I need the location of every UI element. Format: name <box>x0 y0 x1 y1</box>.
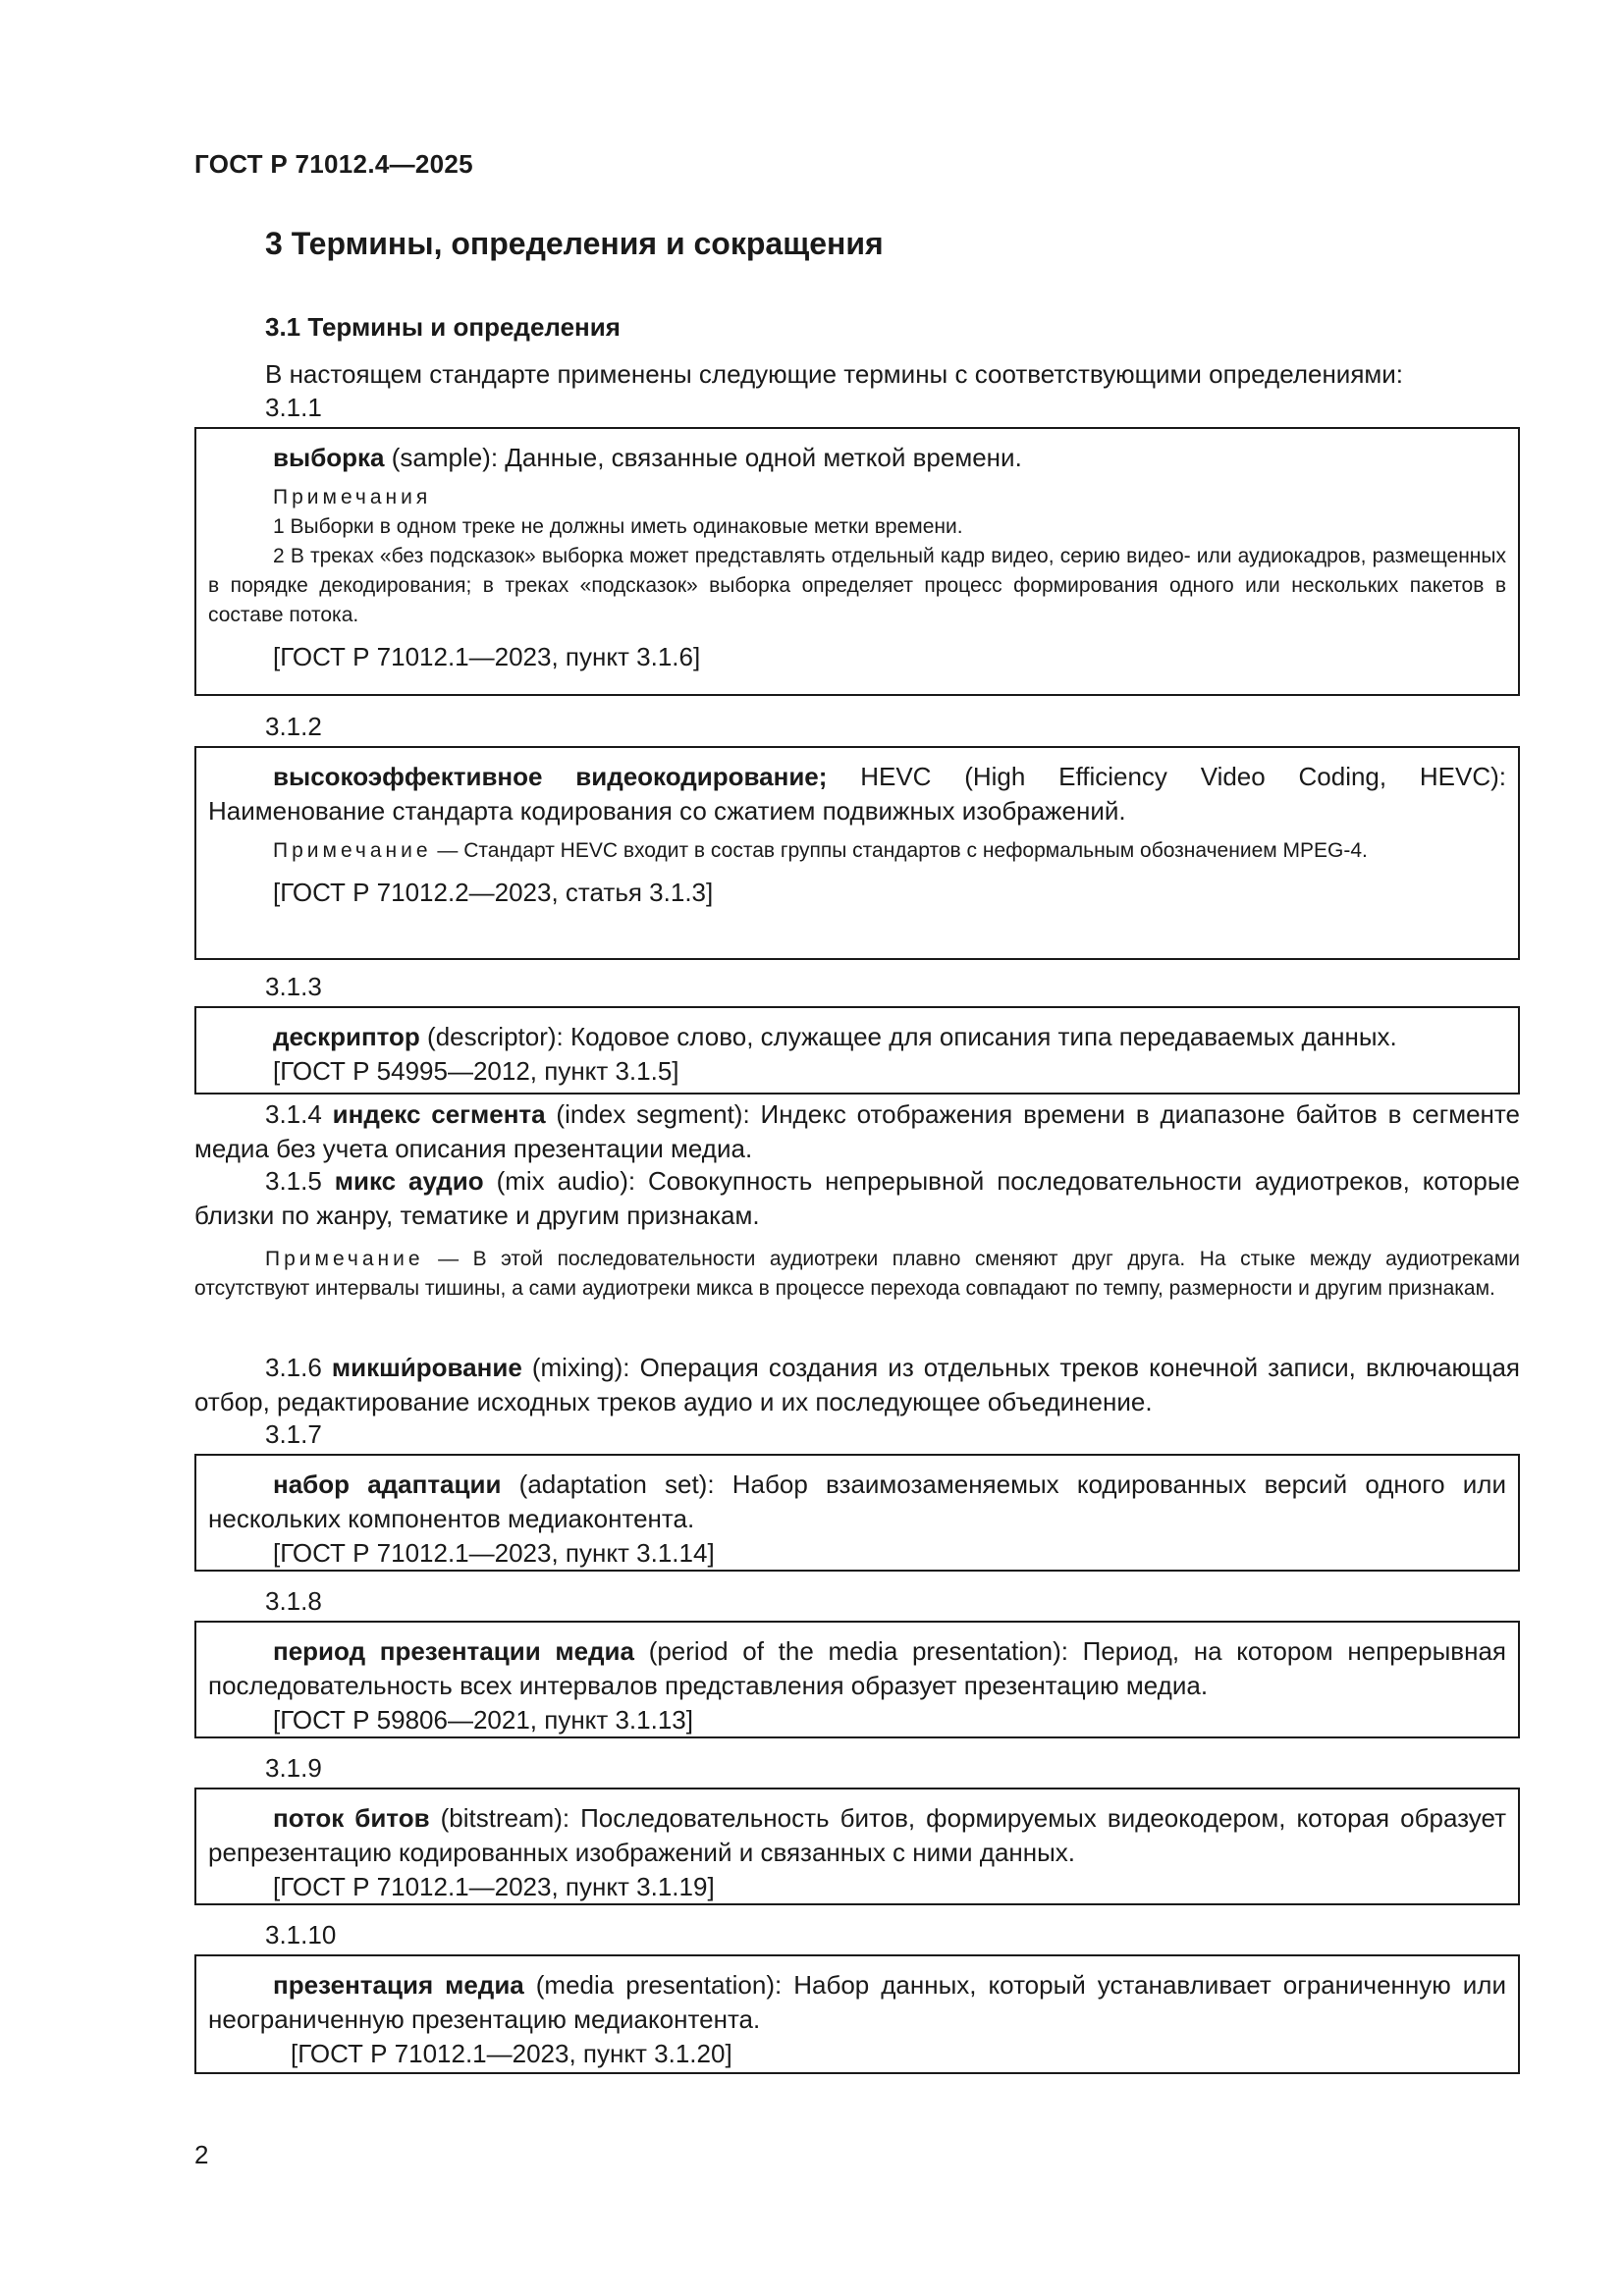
term-box-3-1-2 <box>194 746 1520 960</box>
note-label: Примечание <box>273 839 432 862</box>
term-source: [ГОСТ Р 54995—2012, пункт 3.1.5] <box>273 1056 679 1086</box>
term-definition: HEVC (High Efficiency Video Coding, HEVC): Наименование стандарта кодирования со сжатием подвижных изображений. <box>208 762 1507 826</box>
term-definition: (mixing): Операция создания из отдельных треков конечной записи, включающая отбор, редактирование исходных треков аудио и их последующее объединение. <box>194 1353 1520 1416</box>
term-name: период презентации медиа <box>273 1636 635 1666</box>
term-name: выборка <box>273 443 385 472</box>
note-label: Примечание <box>265 1248 424 1270</box>
term-number-3-1-9: 3.1.9 <box>265 1753 322 1783</box>
term-box-3-1-9 <box>194 1788 1520 1905</box>
term-entry-3-1-6 <box>194 1351 1520 1419</box>
term-name: микс аудио <box>334 1166 484 1196</box>
term-box-3-1-1 <box>194 427 1520 696</box>
term-source: [ГОСТ Р 71012.1—2023, пункт 3.1.19] <box>273 1872 715 1901</box>
term-number: 3.1.5 <box>265 1166 322 1196</box>
term-entry-3-1-5 <box>194 1164 1520 1233</box>
note-1: 1 Выборки в одном треке не должны иметь одинаковые метки времени. <box>273 515 963 538</box>
term-box-3-1-8 <box>194 1621 1520 1738</box>
notes-label: Примечания <box>273 486 432 508</box>
note-3-1-5 <box>194 1245 1520 1304</box>
term-definition: (adaptation set): Набор взаимозаменяемых кодированных версий одного или нескольких компонентов медиаконтента. <box>208 1469 1506 1533</box>
term-definition: (mix audio): Совокупность непрерывной последовательности аудиотреков, которые близки по жанру, тематике и другим признакам. <box>194 1166 1520 1230</box>
term-number-3-1-7: 3.1.7 <box>265 1419 322 1449</box>
term-name: индекс сегмента <box>332 1099 546 1129</box>
page-number: 2 <box>194 2140 209 2169</box>
term-source: [ГОСТ Р 71012.1—2023, пункт 3.1.20] <box>291 2039 732 2068</box>
term-definition: (index segment): Индекс отображения времени в диапазоне байтов в сегменте медиа без учета описания презентации медиа. <box>194 1099 1520 1163</box>
term-definition: (descriptor): Кодовое слово, служащее для описания типа передаваемых данных. <box>419 1022 1397 1051</box>
subsection-title: 3.1 Термины и определения <box>265 312 621 342</box>
term-name: микши́рование <box>331 1353 522 1382</box>
term-definition: (period of the media presentation): Период, на котором непрерывная последовательность всех интервалов представления образует презентацию медиа. <box>208 1636 1506 1700</box>
term-source: [ГОСТ Р 59806—2021, пункт 3.1.13] <box>273 1705 693 1735</box>
term-number: 3.1.6 <box>265 1353 322 1382</box>
term-definition: (media presentation): Набор данных, который устанавливает ограниченную или неограниченную презентацию медиаконтента. <box>208 1970 1506 2034</box>
term-definition: (sample): Данные, связанные одной меткой времени. <box>384 443 1022 472</box>
term-box-3-1-10 <box>194 1954 1520 2074</box>
note-text: — В этой последовательности аудиотреки плавно сменяют друг друга. На стыке между аудиотреками отсутствуют интервалы тишины, а сами аудиотреки микса в процессе перехода совпадают по темпу, размерности и другим признакам. <box>194 1248 1520 1300</box>
section-title: 3 Термины, определения и сокращения <box>265 226 884 261</box>
term-source: [ГОСТ Р 71012.2—2023, статья 3.1.3] <box>273 878 714 907</box>
term-number-3-1-8: 3.1.8 <box>265 1586 322 1616</box>
note-text: — Стандарт HEVC входит в состав группы стандартов с неформальным обозначением MPEG-4. <box>431 839 1368 862</box>
intro-text: В настоящем стандарте применены следующие термины с соответствующими определениями: <box>265 359 1404 389</box>
term-definition: (bitstream): Последовательность битов, формируемых видеокодером, которая образует репрезентацию кодированных изображений и связанных с ними данных. <box>208 1803 1507 1867</box>
note-2: 2 В треках «без подсказок» выборка может представлять отдельный кадр видео, серию видео- или аудиокадров, размещенных в порядке декодирования; в треках «подсказок» выборка определяет процесс формирования одного или нескольких пакетов в составе потока. <box>208 545 1506 626</box>
term-name: презентация медиа <box>273 1970 524 2000</box>
term-number-3-1-10: 3.1.10 <box>265 1920 337 1949</box>
term-name: поток битов <box>273 1803 430 1833</box>
term-source: [ГОСТ Р 71012.1—2023, пункт 3.1.14] <box>273 1538 715 1568</box>
term-number-3-1-1: 3.1.1 <box>265 393 322 422</box>
term-number: 3.1.4 <box>265 1099 322 1129</box>
document-code-header: ГОСТ Р 71012.4—2025 <box>194 149 473 179</box>
term-name: набор адаптации <box>273 1469 502 1499</box>
term-name: дескриптор <box>273 1022 420 1051</box>
term-name: высокоэффективное видеокодирование; <box>273 762 828 791</box>
term-number-3-1-3: 3.1.3 <box>265 972 322 1001</box>
term-box-3-1-3 <box>194 1006 1520 1095</box>
term-number-3-1-2: 3.1.2 <box>265 712 322 741</box>
term-source: [ГОСТ Р 71012.1—2023, пункт 3.1.6] <box>273 642 701 671</box>
term-entry-3-1-4 <box>194 1097 1520 1166</box>
term-box-3-1-7 <box>194 1454 1520 1572</box>
